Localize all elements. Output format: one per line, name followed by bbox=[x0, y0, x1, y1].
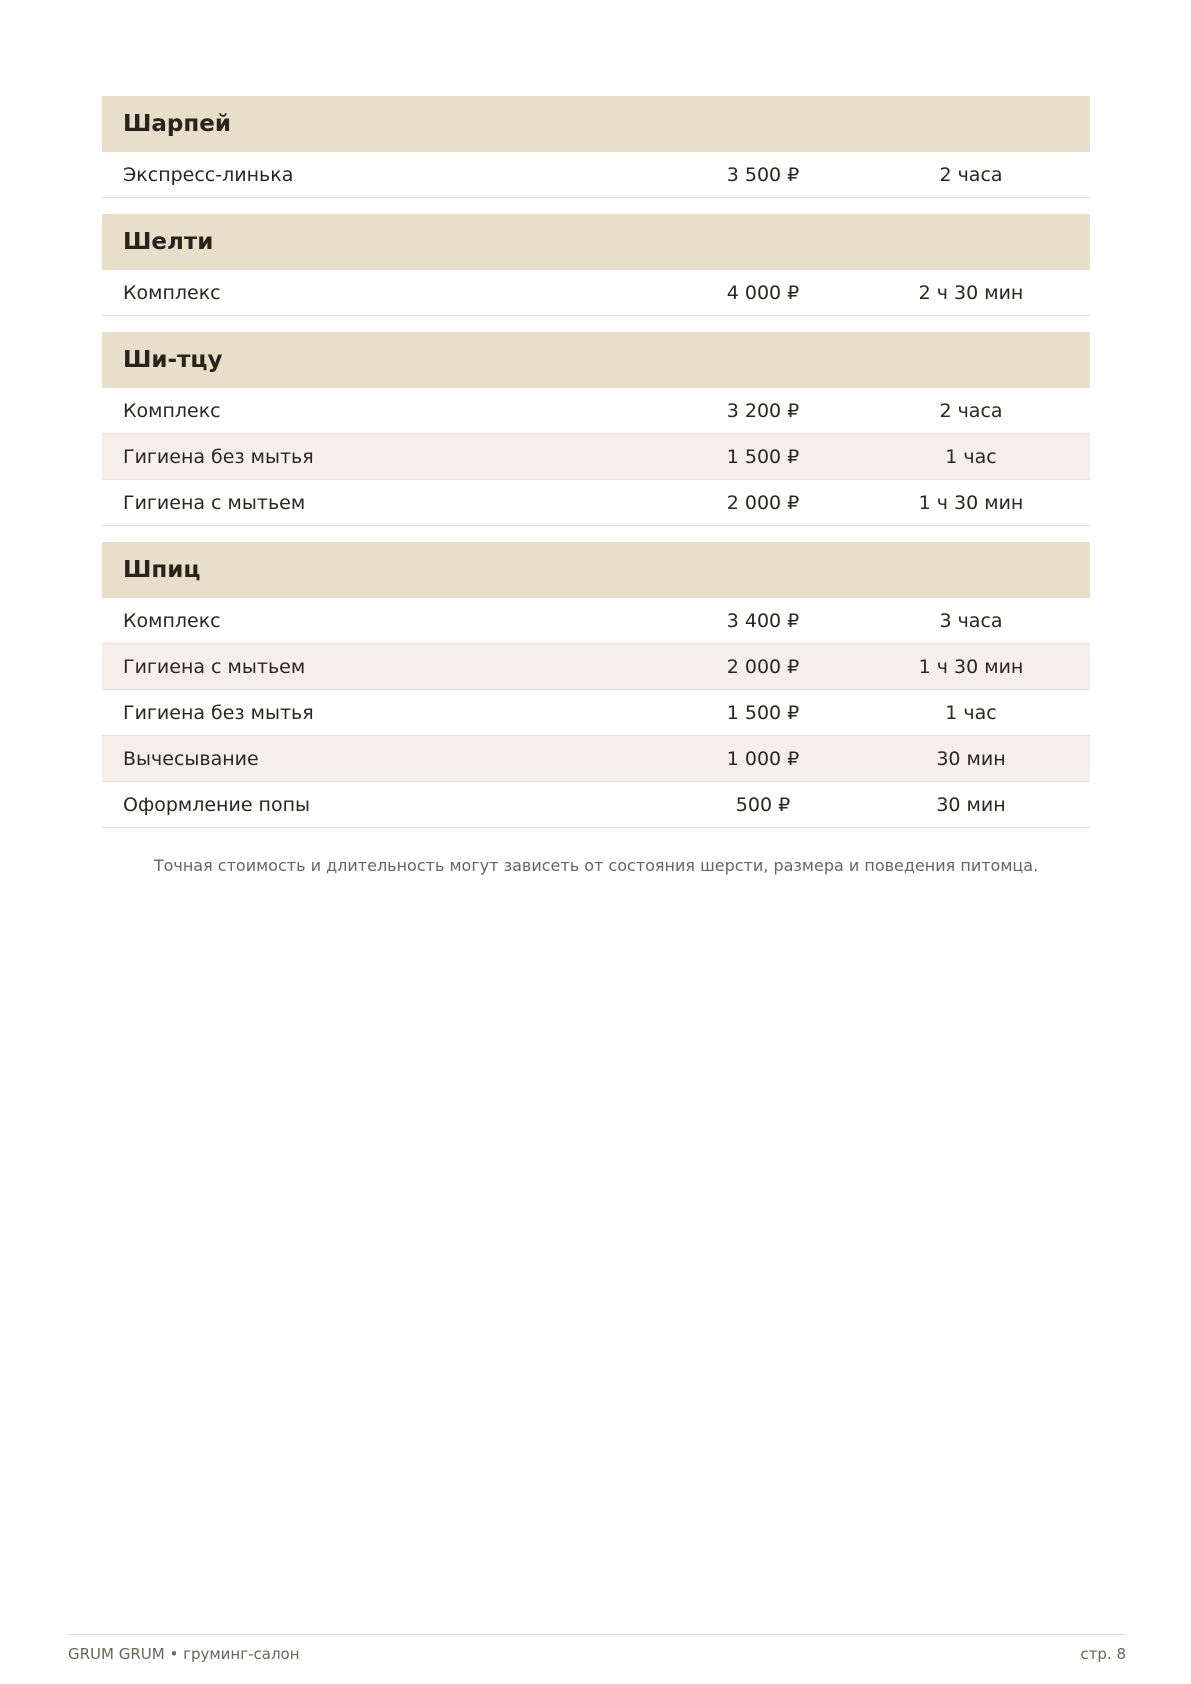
service-price: 500 ₽ bbox=[735, 793, 791, 816]
service-name: Комплекс bbox=[123, 281, 221, 304]
service-name: Вычесывание bbox=[123, 747, 259, 770]
service-duration: 2 часа bbox=[939, 163, 1003, 186]
service-name: Гигиена без мытья bbox=[123, 445, 314, 468]
service-row bbox=[102, 480, 1090, 526]
service-duration: 30 мин bbox=[936, 747, 1006, 770]
service-price: 1 000 ₽ bbox=[726, 747, 800, 770]
service-name: Экспресс-линька bbox=[123, 163, 294, 186]
service-name: Гигиена без мытья bbox=[123, 701, 314, 724]
service-row bbox=[102, 598, 1090, 644]
service-name: Комплекс bbox=[123, 399, 221, 422]
service-duration: 30 мин bbox=[936, 793, 1006, 816]
service-duration: 2 ч 30 мин bbox=[918, 281, 1024, 304]
service-name: Гигиена с мытьем bbox=[123, 655, 306, 678]
service-row bbox=[102, 644, 1090, 690]
page-number: стр. 8 bbox=[1080, 1645, 1126, 1663]
breed-group-shih-tzu bbox=[102, 332, 1090, 526]
service-duration: 1 час bbox=[945, 701, 997, 724]
service-price: 3 500 ₽ bbox=[726, 163, 800, 186]
service-price: 2 000 ₽ bbox=[726, 491, 800, 514]
service-duration: 1 ч 30 мин bbox=[918, 655, 1024, 678]
breed-title: Шпиц bbox=[102, 542, 1090, 598]
service-duration: 1 ч 30 мин bbox=[918, 491, 1024, 514]
service-price: 1 500 ₽ bbox=[726, 701, 800, 724]
service-row bbox=[102, 270, 1090, 316]
breed-title: Шарпей bbox=[102, 96, 1090, 152]
service-name: Оформление попы bbox=[123, 793, 311, 816]
service-row bbox=[102, 434, 1090, 480]
service-price: 2 000 ₽ bbox=[726, 655, 800, 678]
breed-title: Ши-тцу bbox=[102, 332, 1090, 388]
breed-group-sheltie bbox=[102, 214, 1090, 316]
breed-group-sharpei bbox=[102, 96, 1090, 198]
service-price: 1 500 ₽ bbox=[726, 445, 800, 468]
service-duration: 3 часа bbox=[939, 609, 1003, 632]
price-disclaimer: Точная стоимость и длительность могут зависеть от состояния шерсти, размера и поведения питомца. bbox=[153, 856, 1039, 875]
breed-group-spitz bbox=[102, 542, 1090, 828]
service-row bbox=[102, 388, 1090, 434]
service-duration: 2 часа bbox=[939, 399, 1003, 422]
service-row bbox=[102, 782, 1090, 828]
price-list bbox=[102, 96, 1090, 844]
page-footer bbox=[68, 1634, 1126, 1663]
service-name: Комплекс bbox=[123, 609, 221, 632]
service-row bbox=[102, 152, 1090, 198]
service-name: Гигиена с мытьем bbox=[123, 491, 306, 514]
service-price: 4 000 ₽ bbox=[726, 281, 800, 304]
service-row bbox=[102, 690, 1090, 736]
breed-title: Шелти bbox=[102, 214, 1090, 270]
service-duration: 1 час bbox=[945, 445, 997, 468]
service-price: 3 400 ₽ bbox=[726, 609, 800, 632]
service-row bbox=[102, 736, 1090, 782]
service-price: 3 200 ₽ bbox=[726, 399, 800, 422]
footer-brand: GRUM GRUM • груминг-салон bbox=[68, 1645, 300, 1663]
